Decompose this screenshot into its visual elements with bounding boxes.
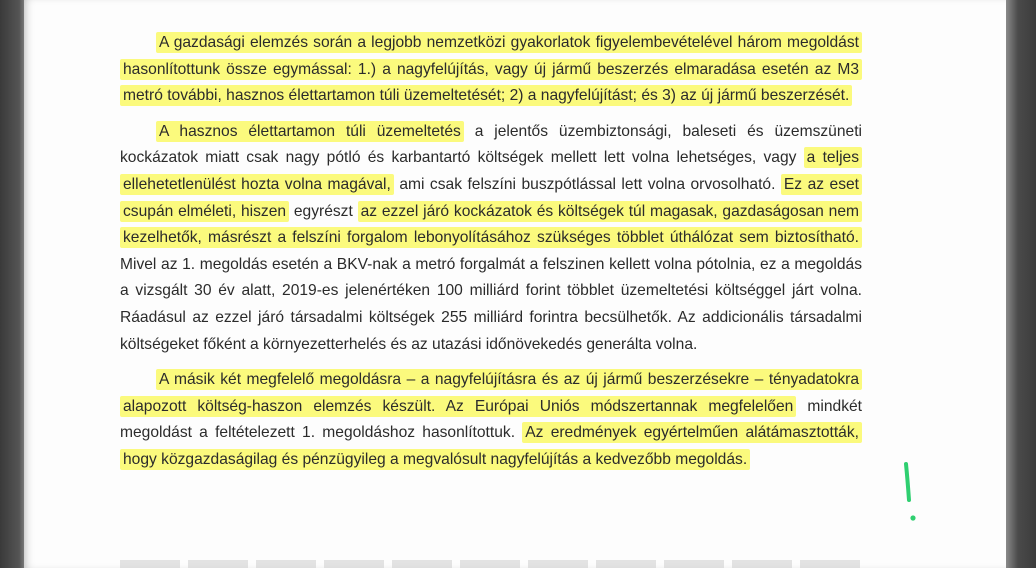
text-segment: ami csak felszíni buszpótlással lett volna orvosolható. bbox=[393, 175, 781, 193]
paragraph-3 bbox=[120, 367, 862, 473]
text-segment: egyrészt bbox=[289, 202, 358, 220]
paragraph-2 bbox=[120, 119, 862, 358]
exclamation-mark-icon bbox=[896, 460, 926, 530]
scanner-frame-right bbox=[1006, 0, 1036, 568]
text-segment: Mivel az 1. megoldás esetén a BKV-nak a metró forgalmát a felszinen kellett volna pótolnia, ez a megoldás a vizsgált 30 év alatt, 2019-es jelenértéken 100 milliárd forint többlet üzemeltetési költséggel járt volna. Ráadásul az ezzel járó társadalmi költségek 255 milliárd forintra becsülhetők. Az addicionális társadalmi költségeket főként a környezetterhelés és az utazási időnövekedés generálta volna. bbox=[120, 255, 862, 353]
highlighted-text: A másik két megfelelő megoldásra – a nagyfelújításra és az új jármű beszerzésekre – tényadatokra alapozott költség-haszon elemzés készült. Az Európai Uniós módszertannak megfelelően bbox=[120, 369, 862, 417]
highlighted-text: az ezzel járó kockázatok és költségek túl magasak, gazdaságosan nem kezelhetők, másrészt a felszíni forgalom lebonyolításához szükséges többlet úthálózat sem biztosítható. bbox=[120, 201, 862, 249]
document-body bbox=[120, 30, 862, 483]
cut-off-next-line bbox=[120, 560, 862, 568]
text-segment: mindkét megoldást a feltételezett 1. megoldáshoz hasonlítottuk. bbox=[120, 397, 862, 442]
paragraph-1 bbox=[120, 30, 862, 110]
highlighted-text: Az eredmények egyértelműen alátámasztották, hogy közgazdaságilag és pénzügyileg a megvalósult nagyfelújítás a kedvezőbb megoldás. bbox=[120, 422, 862, 470]
highlighted-text: A gazdasági elemzés során a legjobb nemzetközi gyakorlatok figyelembevételével három megoldást hasonlítottunk össze egymással: 1.) a nagyfelújítás, vagy új jármű beszerzés elmaradása esetén az M3 metró további, hasznos élettartamon túli üzemeltetését; 2) a nagyfelújítást; és 3) az új jármű beszerzését. bbox=[120, 32, 862, 106]
text-segment: a jelentős üzembiztonsági, baleseti és üzemszüneti kockázatok miatt csak nagy pótló és karbantartó költségek mellett lett volna lehetséges, vagy bbox=[120, 122, 862, 167]
scanner-frame-left bbox=[0, 0, 24, 568]
highlighted-text: A hasznos élettartamon túli üzemeltetés bbox=[156, 121, 464, 142]
highlighted-text: Ez az eset csupán elméleti, hiszen bbox=[120, 174, 862, 222]
highlighted-text: a teljes ellehetetlenülést hozta volna magával, bbox=[120, 147, 862, 195]
document-page bbox=[24, 0, 1006, 568]
